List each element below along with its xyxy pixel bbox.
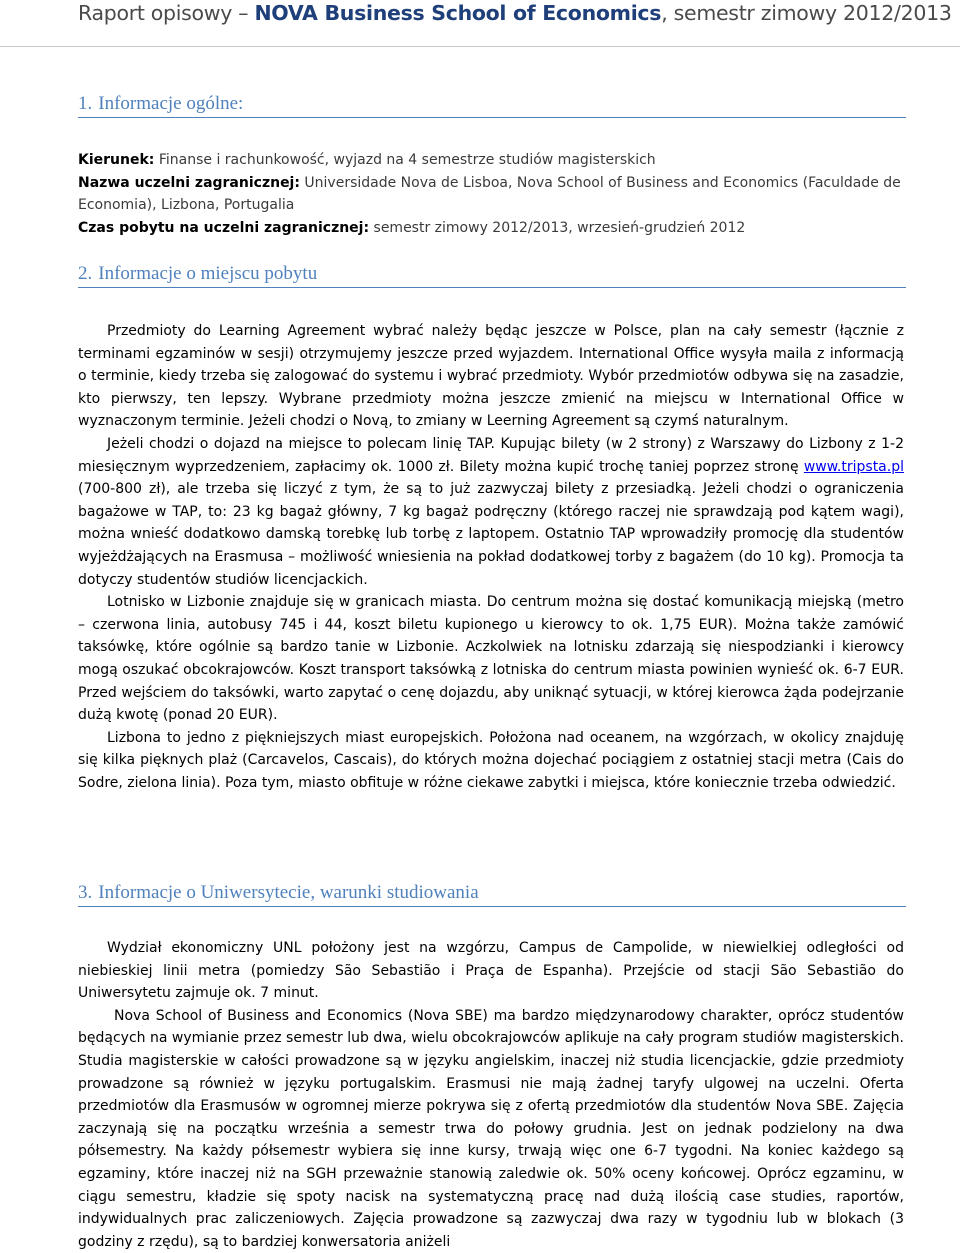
uczelnia-value: Universidade Nova de Lisboa, Nova School of Business and Economics (Faculdade de Economia), Lizbona, Portugalia xyxy=(78,174,901,213)
czas-label: Czas pobytu na uczelni zagranicznej: xyxy=(78,219,370,236)
paragraph-learning-agreement: Przedmioty do Learning Agreement wybrać należy będąc jeszcze w Polsce, plan na cały semestr (łącznie z terminami egzaminów w sesji) otrzymujemy jeszcze przed wyjazdem. International Office wysyła maila z informacją o terminie, kiedy trzeba się zalogować do systemu i wybrać przedmioty. Wybór przedmiotów odbywa się na zasadzie, kto pierwszy, ten lepszy. Wybrane przedmioty można jeszcze zmienić na miejscu w International Office w wyznaczonym terminie. Jeżeli chodzi o Novą, to zmiany w Leerning Agreement są czymś naturalnym. xyxy=(78,323,904,430)
header-school-name: NOVA Business School of Economics xyxy=(254,1,662,25)
czas-line xyxy=(78,217,908,240)
section-3-title: Informacje o Uniwersytecie, warunki studiowania xyxy=(98,882,479,903)
section-1-number: 1. xyxy=(78,93,93,114)
kierunek-value: Finanse i rachunkowość, wyjazd na 4 semestrze studiów magisterskich xyxy=(154,152,656,168)
kierunek-label: Kierunek: xyxy=(78,152,155,168)
section-2-heading xyxy=(78,263,906,288)
paragraph-nova-sbe: Nova School of Business and Economics (Nova SBE) ma bardzo międzynarodowy charakter, oprócz studentów będących na wymianie przez semestr lub dwa, wielu obcokrajowców aplikuje na cały program studiów magisterskich. Studia magisterskie w całości prowadzone są w języku angielskim, inaczej niż studia licencjackie, gdzie przedmioty prowadzone są również w języku portugalskim. Erasmusi nie mają żadnej taryfy ulgowej na uczelni. Oferta przedmiotów dla Erasmusów w ogromnej mierze pokrywa się z ofertą przedmiotów dla studentów Nova SBE. Zajęcia zaczynają się na początku września a semestr trwa do połowy grudnia. Jest on jednak podzielony na dwa półsemestry. Na każdy półsemestr wybiera się inne kursy, trwają więc one 6-7 tygodni. Na koniec każdego są egzaminy, które inaczej niż na SGH przeważnie stanowią zaledwie ok. 50% oceny końcowej. Oprócz egzaminu, w ciągu semestru, kładzie się spoty nacisk na systematyczną pracę nad dużą ilością case studies, raportów, indywidualnych prac zaliczeniowych. Zajęcia prowadzone są zazwyczaj dwa razy w tygodniu lub w blokach (3 godziny z rzędu), są to bardziej konwersatoria aniżeli xyxy=(78,1007,904,1250)
section-2-body xyxy=(78,320,904,794)
page-header xyxy=(78,0,952,26)
paragraph-airport: Lotnisko w Lizbonie znajduje się w granicach miasta. Do centrum można się dostać komunikacją miejską (metro – czerwona linia, autobusy 745 i 44, koszt biletu kupionego u kierowcy to ok. 1,75 EUR). Można także zamówić taksówkę, które ogólnie są bardzo tanie w Lizbonie. Aczkolwiek na lotnisku zdarzają się niespodzianki i kierowcy mogą oszukać obcokrajowców. Koszt transport taksówką z lotniska do centrum miasta powinien wynieść ok. 6-7 EUR. Przed wejściem do taksówki, warto zapytać o cenę dojazdu, aby uniknąć sytuacji, w której kierowca żąda podejrzanie dużą kwotę (ponad 20 EUR). xyxy=(78,594,904,724)
uczelnia-line xyxy=(78,172,908,217)
uczelnia-label: Nazwa uczelni zagranicznej: xyxy=(78,174,300,191)
section-3-body xyxy=(78,937,904,1253)
section-2-title: Informacje o miejscu pobytu xyxy=(98,263,318,284)
paragraph-travel xyxy=(78,433,904,591)
section-3-number: 3. xyxy=(78,882,93,903)
section-1-heading xyxy=(78,93,906,118)
header-suffix: , semestr zimowy 2012/2013 xyxy=(661,1,952,25)
section-2-number: 2. xyxy=(78,263,93,284)
paragraph-lisbon: Lizbona to jedno z piękniejszych miast europejskich. Położona nad oceanem, na wzgórzach, w okolicy znajduję się kilka pięknych plaż (Carcavelos, Cascais), do których można dojechać pociągiem z ostatniej stacji metra (Cais do Sodre, zielona linia). Poza tym, miasto obfituje w różne ciekawe zabytki i miejsca, które koniecznie trzeba odwiedzić. xyxy=(78,729,904,791)
header-prefix: Raport opisowy – xyxy=(78,1,255,25)
section-3-heading xyxy=(78,882,906,907)
travel-text-before: Jeżeli chodzi o dojazd na miejsce to polecam linię TAP. Kupując bilety (w 2 strony) z Warszawy do Lizbony z 1-2 miesięcznym wyprzedzeniem, zapłacimy ok. 1000 zł. Bilety można kupić trochę taniej poprzez stronę xyxy=(78,435,904,475)
paragraph-campus: Wydział ekonomiczny UNL położony jest na wzgórzu, Campus de Campolide, w niewielkiej odległości od niebieskiej linii metra (pomiedzy São Sebastião i Praça de Espanha). Przejście od stacji São Sebastião do Uniwersytetu zajmuje ok. 7 minut. xyxy=(78,940,904,1002)
travel-text-after: (700-800 zł), ale trzeba się liczyć z tym, że są to już zazwyczaj bilety z przesiadką. Jeżeli chodzi o ograniczenia bagażowe w TAP, to: 23 kg bagaż główny, 7 kg bagaż podręczny (którego raczej nie sprawdzają pod kątem wagi), można wnieść dodatkowo damską torebkę lub torbę z laptopem. Ostatnio TAP wprowadziły promocję dla studentów wyjeżdżających na Erasmusa – możliwość wniesienia na pokład dodatkowej torby z bagażem (do 10 kg). Promocja ta dotyczy studentów studiów licencjackich. xyxy=(78,481,904,588)
kierunek-line xyxy=(78,149,908,172)
section-1-title: Informacje ogólne: xyxy=(98,93,244,114)
tripsta-link-tld[interactable]: .pl xyxy=(886,458,904,475)
header-divider xyxy=(0,46,960,47)
tripsta-link-host[interactable]: www.tripsta xyxy=(803,458,887,475)
section-1-info xyxy=(78,149,908,239)
czas-value: semestr zimowy 2012/2013, wrzesień-grudzień 2012 xyxy=(369,219,746,236)
